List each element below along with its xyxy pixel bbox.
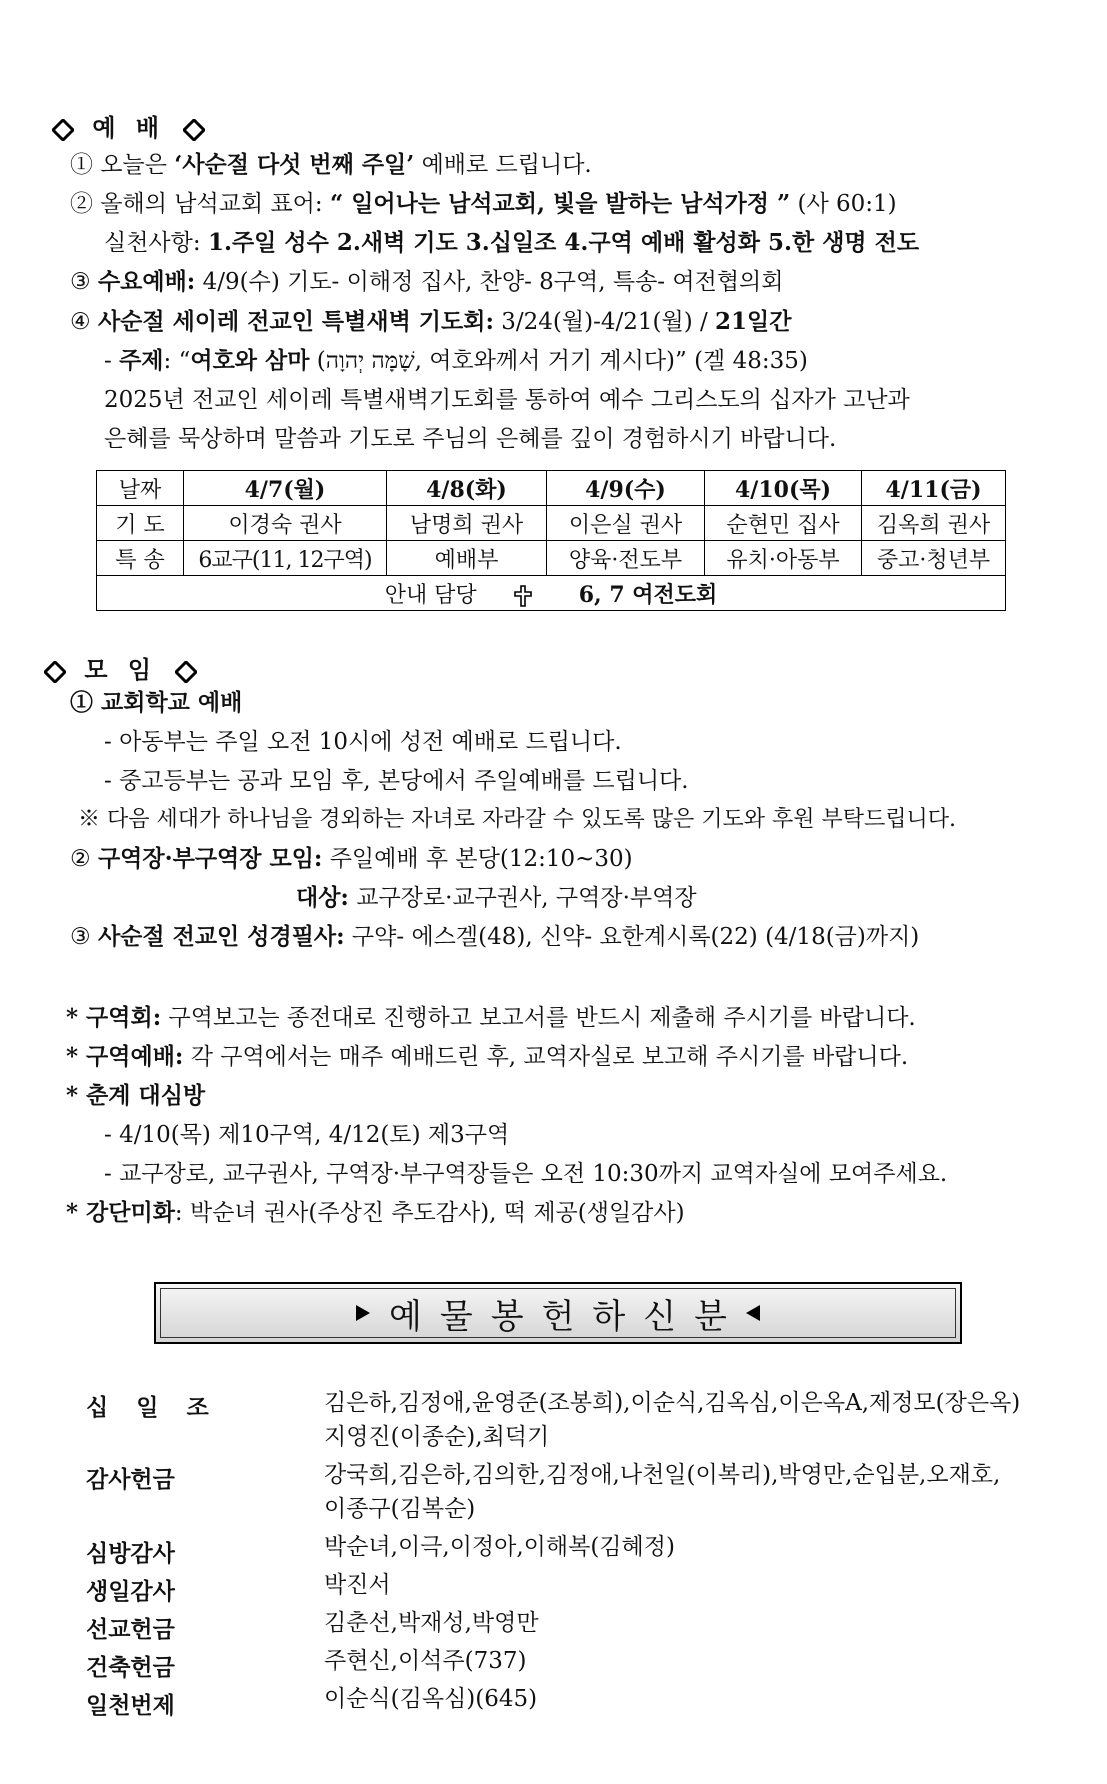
notice-label: * 구역회: [66,1004,162,1031]
notice-district-meeting [66,1003,916,1033]
meeting-item-1b: - 중고등부는 공과 모임 후, 본당에서 주일예배를 드립니다. [104,768,689,794]
theme-title: 여호와 삼마 [190,347,310,374]
diamond-icon [175,661,197,683]
meeting-note: ※ 다음 세대가 하나님을 경외하는 자녀로 자라갈 수 있도록 많은 기도와 후원 부탁드립니다. [78,807,956,832]
dawn-prayer-title: 사순절 세이레 전교인 특별새벽 기도회: [97,308,494,335]
diamond-icon [44,661,66,683]
notice-label: * 강단미화 [66,1199,175,1226]
guide-label: 안내 담당 [384,582,477,608]
offering-line: 지영진(이종순),최덕기 [324,1424,550,1450]
row-label: 기 도 [97,506,184,541]
offering-names-visit: 박순녀,이극,이정아,이해복(김혜정) [324,1534,675,1560]
text: : “ [163,348,191,374]
sunday-title: ‘사순절 다섯 번째 주일’ [174,151,415,178]
guide-cell [97,576,1006,611]
offering-names-mission: 김춘선,박재성,박영만 [324,1610,539,1636]
special-cell: 양육·전도부 [547,541,705,576]
worship-item-2-practice [104,228,919,258]
offering-banner [154,1282,962,1344]
offering-label-thousand: 일천번제 [86,1692,175,1719]
text: 구약- 에스겔(48), 신약- 요한계시록(22) (4/18(금)까지) [344,924,920,950]
bible-copy-label: 사순절 전교인 성경필사: [97,923,345,950]
offering-label-mission: 선교헌금 [86,1616,175,1643]
meeting-item-2-target [296,883,697,913]
worship-item-4 [70,307,792,337]
offering-names-tithe [324,1386,1020,1454]
date-cell: 4/10(목) [705,471,862,506]
offering-line: 이종구(김복순) [324,1496,476,1522]
leaders-meeting-label: 구역장·부구역장 모임: [97,845,323,872]
notice-altar-flowers [66,1198,685,1228]
offering-names-thanks [324,1458,1000,1526]
text: 각 구역에서는 매주 예배드린 후, 교역자실로 보고해 주시기를 바랍니다. [183,1044,909,1070]
worship-header-label: 예 배 [92,113,166,142]
practice-list: 1.주일 성수 2.새벽 기도 3.십일조 4.구역 예배 활성화 5.한 생명 전도 [207,229,920,256]
offering-label-tithe: 십 일 조 [86,1394,219,1421]
theme-label: 주제 [119,347,164,374]
text: 4/9(수) 기도- 이해정 집사, 찬양- 8구역, 특송- 여전협의회 [195,269,784,295]
text: 3/24(월)-4/21(월) / [493,309,716,335]
diamond-icon [52,119,74,141]
special-cell: 중고·청년부 [862,541,1006,576]
text: ② 올해의 남석교회 표어: [70,191,330,217]
wednesday-worship-label: 수요예배: [97,268,196,295]
triangle-left-icon [745,1304,761,1322]
text: 예배로 드립니다. [414,152,592,178]
offering-names-building: 주현신,이석주(737) [324,1648,527,1674]
worship-item-1 [70,150,592,180]
meeting-header-label: 모 임 [84,655,158,684]
text: ① 오늘은 [70,152,175,178]
text: ② [70,846,98,872]
diamond-icon [183,119,205,141]
notice-spring-visit-b: - 교구장로, 교구권사, 구역장·부구역장들은 오전 10:30까지 교역자실에 모여주세요. [104,1161,948,1187]
date-cell: 4/9(수) [547,471,705,506]
date-cell: 4/11(금) [862,471,1006,506]
worship-item-3 [70,267,783,297]
special-cell: 예배부 [387,541,547,576]
duration: 21일간 [715,308,792,335]
date-cell: 4/8(화) [387,471,547,506]
text: 교구장로·교구권사, 구역장·부역장 [348,885,697,911]
table-row-prayer [97,506,1006,541]
table-row-dates [97,471,1006,506]
offering-line: 김은하,김정애,윤영준(조봉희),이순식,김옥심,이은옥A,제정모(장은옥) [324,1390,1021,1416]
prayer-cell: 이경숙 권사 [184,506,387,541]
offering-banner-title: 예물봉헌하신분 [389,1296,745,1337]
target-label: 대상: [296,884,349,911]
prayer-cell: 남명희 권사 [387,506,547,541]
worship-item-2 [70,189,897,219]
worship-item-4-theme [104,346,808,376]
worship-header [52,108,205,143]
offering-names-thousand: 이순식(김옥심)(645) [324,1686,538,1712]
special-cell: 6교구(11, 12구역) [184,541,387,576]
table-row-guide [97,576,1006,611]
text: 주일예배 후 본당(12:10~30) [322,846,633,872]
offering-line: 강국희,김은하,김의한,김정애,나천일(이복리),박영만,순입분,오재호, [324,1462,1001,1488]
row-label: 날짜 [97,471,184,506]
text: - [104,348,120,374]
worship-item-4-desc-1: 2025년 전교인 세이레 특별새벽기도회를 통하여 예수 그리스도의 십자가 고난과 [104,387,910,413]
notice-spring-visit [66,1081,205,1111]
text: ④ [70,309,98,335]
table-row-special [97,541,1006,576]
offering-names-birthday: 박진서 [324,1572,391,1598]
notice-label: * 춘계 대심방 [66,1082,206,1109]
notice-label: * 구역예배: [66,1043,184,1070]
text: ③ [70,924,98,950]
text: 구역보고는 종전대로 진행하고 보고서를 반드시 제출해 주시기를 바랍니다. [161,1005,916,1031]
meeting-item-2 [70,844,633,874]
meeting-item-3 [70,922,919,952]
date-cell: 4/7(월) [184,471,387,506]
row-label: 특 송 [97,541,184,576]
notice-district-worship [66,1042,908,1072]
worship-item-4-desc-2: 은혜를 묵상하며 말씀과 기도로 주님의 은혜를 깊이 경험하시기 바랍니다. [104,426,837,452]
offering-label-building: 건축헌금 [86,1654,175,1681]
dawn-prayer-schedule-table [96,470,1006,611]
prayer-cell: 순현민 집사 [705,506,862,541]
church-motto: “ 일어나는 남석교회, 빛을 발하는 남석가정 ” [329,190,791,217]
text: : 박순녀 권사(주상진 추도감사), 떡 제공(생일감사) [174,1200,685,1226]
triangle-right-icon [355,1304,371,1322]
offering-banner-inner [160,1288,956,1338]
guide-value: 6, 7 여전도회 [578,581,718,608]
prayer-cell: 이은실 권사 [547,506,705,541]
special-cell: 유치·아동부 [705,541,862,576]
text: (사 60:1) [790,191,897,217]
meeting-header [44,650,197,685]
meeting-item-1: ① 교회학교 예배 [70,689,243,716]
meeting-item-1a: - 아동부는 주일 오전 10시에 성전 예배로 드립니다. [104,729,622,755]
text: 실천사항: [104,230,208,256]
offering-label-visit: 심방감사 [86,1540,175,1567]
prayer-cell: 김옥희 권사 [862,506,1006,541]
cross-icon [514,585,532,607]
text: ③ [70,269,98,295]
text: (שָׁמָּה יְהוָה, 여호와께서 거기 계시다)” (겔 48:35) [309,348,808,374]
notice-spring-visit-a: - 4/10(목) 제10구역, 4/12(토) 제3구역 [104,1122,510,1148]
offering-label-birthday: 생일감사 [86,1578,175,1605]
offering-label-thanks: 감사헌금 [86,1466,175,1493]
